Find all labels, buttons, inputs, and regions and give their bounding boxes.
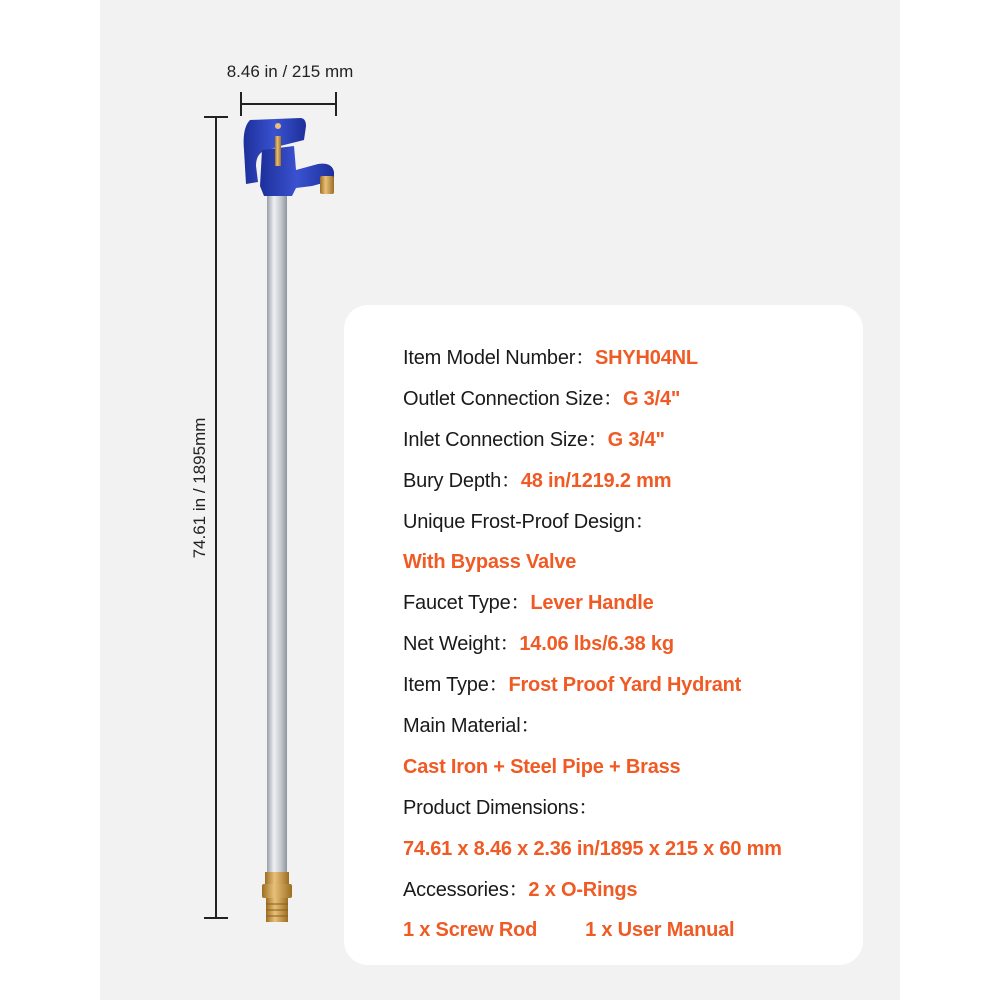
spec-design-value-line xyxy=(403,542,853,583)
spec-weight xyxy=(403,624,853,665)
spec-dimensions-label: Product Dimensions： xyxy=(403,796,599,819)
spec-inlet xyxy=(403,420,853,461)
spec-dimensions-value-line xyxy=(403,829,853,870)
spec-bury-depth xyxy=(403,461,853,502)
spec-accessories-value-2: 1 x Screw Rod xyxy=(403,919,538,942)
spec-design-label: Unique Frost-Proof Design： xyxy=(403,510,655,533)
spec-accessories xyxy=(403,870,853,911)
spec-outlet-label: Outlet Connection Size： xyxy=(403,387,623,410)
brass-spout xyxy=(320,176,334,194)
spec-faucet-value: Lever Handle xyxy=(530,592,654,615)
spec-faucet xyxy=(403,583,853,624)
spec-inlet-value: G 3/4" xyxy=(607,428,665,451)
spec-faucet-label: Faucet Type： xyxy=(403,592,531,615)
spec-dimensions xyxy=(403,788,853,829)
spec-accessories-label: Accessories： xyxy=(403,878,529,901)
spec-weight-value: 14.06 lbs/6.38 kg xyxy=(519,633,674,656)
spec-material-value-line xyxy=(403,747,853,788)
spec-type-label: Item Type： xyxy=(403,674,509,697)
spec-model xyxy=(403,338,853,379)
spec-accessories-value-3: 1 x User Manual xyxy=(585,919,735,942)
spec-outlet xyxy=(403,379,853,420)
spec-material-value: Cast Iron + Steel Pipe + Brass xyxy=(403,755,681,778)
spec-outlet-value: G 3/4" xyxy=(622,387,681,410)
brass-inlet-fitting xyxy=(262,872,292,922)
hydrant-head xyxy=(244,118,334,196)
spec-inlet-label: Inlet Connection Size： xyxy=(403,428,608,451)
spec-model-value: SHYH04NL xyxy=(595,347,698,369)
spec-material-label: Main Material： xyxy=(403,715,541,738)
spec-accessories-value-1: 2 x O-Rings xyxy=(528,878,638,901)
standpipe xyxy=(267,184,287,874)
spec-dimensions-value: 74.61 x 8.46 x 2.36 in/1895 x 215 x 60 mm xyxy=(403,837,782,860)
spec-design-value: With Bypass Valve xyxy=(403,551,577,574)
spec-model-label: Item Model Number： xyxy=(403,347,596,369)
spec-material xyxy=(403,706,853,747)
spec-design xyxy=(403,502,853,543)
width-dimension-label: 8.46 in / 215 mm xyxy=(226,62,354,81)
spec-item-type xyxy=(403,665,853,706)
width-dimension-line xyxy=(241,92,336,116)
spec-bury-label: Bury Depth： xyxy=(403,469,521,492)
spec-list xyxy=(403,338,853,951)
spec-bury-value: 48 in/1219.2 mm xyxy=(520,469,672,492)
spec-weight-label: Net Weight： xyxy=(403,633,520,656)
height-dimension-label: 74.61 in / 1895mm xyxy=(190,417,209,559)
spec-type-value: Frost Proof Yard Hydrant xyxy=(508,674,742,697)
spec-accessories-line-2 xyxy=(403,910,853,951)
